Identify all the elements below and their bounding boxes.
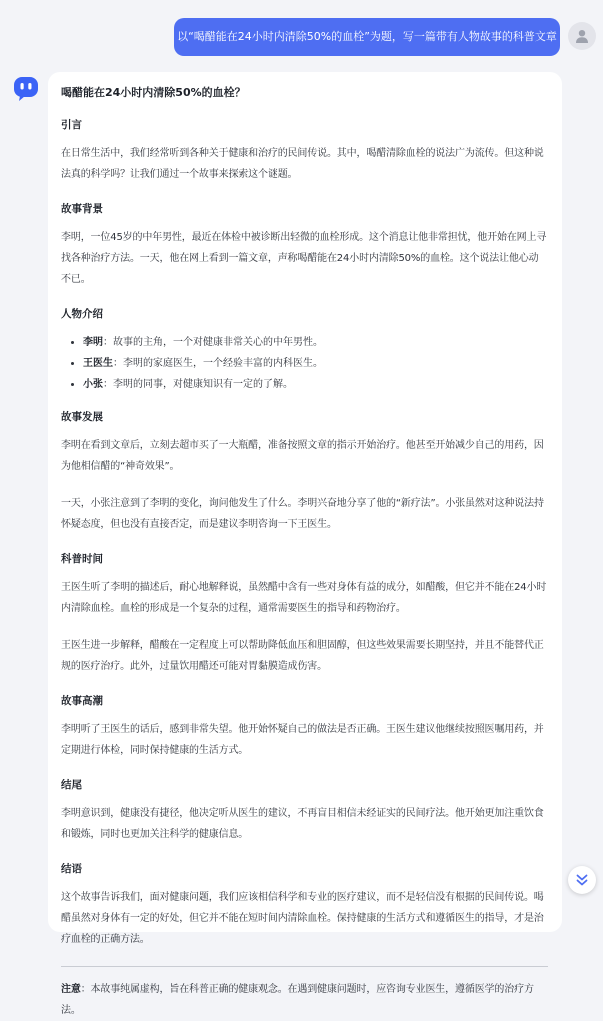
section-heading-background: 故事背景 (61, 203, 103, 215)
answer-card (48, 72, 562, 1016)
double-chevron-down-icon (575, 873, 589, 887)
bot-avatar (12, 74, 40, 102)
section-heading-development: 故事发展 (61, 411, 103, 423)
development-paragraph-2: 一天，小张注意到了李明的变化，询问他发生了什么。李明兴奋地分享了他的“新疗法”。小张虽然对这种说法持怀疑态度，但也没有直接否定，而是建议李明咨询一下王医生。 (61, 498, 544, 530)
conclusion-paragraph: 这个故事告诉我们，面对健康问题，我们应该相信科学和专业的医疗建议，而不是轻信没有根据的民间传说。喝醋虽然对身体有一定的好处，但它并不能在短时间内清除血栓。保持健康的生活方式和遵循医生的指导，才是治疗血栓的正确方法。 (61, 892, 544, 945)
divider (61, 966, 548, 967)
character-list (61, 332, 548, 395)
character-name: 王医生 (83, 358, 113, 369)
section-heading-ending: 结尾 (61, 779, 82, 791)
section-heading-climax: 故事高潮 (61, 695, 103, 707)
character-desc: ：李明的家庭医生，一个经验丰富的内科医生。 (113, 358, 323, 369)
character-item (83, 374, 548, 395)
section-heading-conclusion: 结语 (61, 863, 82, 875)
background-paragraph: 李明，一位45岁的中年男性，最近在体检中被诊断出轻微的血栓形成。这个消息让他非常担忧，他开始在网上寻找各种治疗方法。一天，他在网上看到一篇文章，声称喝醋能在24小时内清除50%的血栓。这个说法让他心动不已。 (61, 232, 547, 285)
science-paragraph-2: 王医生进一步解释，醋酸在一定程度上可以帮助降低血压和胆固醇，但这些效果需要长期坚持，并且不能替代正规的医疗治疗。此外，过量饮用醋还可能对胃黏膜造成伤害。 (61, 640, 544, 672)
disclaimer-note (61, 979, 548, 1021)
character-name: 李明 (83, 337, 103, 348)
robot-face-icon (12, 74, 40, 102)
section-heading-characters: 人物介绍 (61, 308, 103, 320)
development-paragraph-1: 李明在看到文章后，立刻去超市买了一大瓶醋，准备按照文章的指示开始治疗。他甚至开始减少自己的用药，因为他相信醋的“神奇效果”。 (61, 440, 544, 472)
character-item (83, 332, 548, 353)
user-message-bubble: 以“喝醋能在24小时内清除50%的血栓”为题，写一篇带有人物故事的科普文章 (174, 18, 560, 56)
science-paragraph-1: 王医生听了李明的描述后，耐心地解释说，虽然醋中含有一些对身体有益的成分，如醋酸，但它并不能在24小时内清除血栓。血栓的形成是一个复杂的过程，通常需要医生的指导和药物治疗。 (61, 582, 547, 614)
scroll-to-bottom-button[interactable] (568, 866, 596, 894)
intro-paragraph: 在日常生活中，我们经常听到各种关于健康和治疗的民间传说。其中，喝醋清除血栓的说法广为流传。但这种说法真的科学吗？让我们通过一个故事来探索这个谜题。 (61, 148, 544, 180)
section-heading-intro: 引言 (61, 119, 82, 131)
article-title: 喝醋能在24小时内清除50%的血栓？ (61, 86, 246, 99)
section-heading-science: 科普时间 (61, 553, 103, 565)
user-silhouette-icon (574, 28, 590, 44)
character-desc: ：故事的主角，一个对健康非常关心的中年男性。 (103, 337, 323, 348)
ending-paragraph: 李明意识到，健康没有捷径，他决定听从医生的建议，不再盲目相信未经证实的民间疗法。他开始更加注重饮食和锻炼，同时也更加关注科学的健康信息。 (61, 808, 544, 840)
character-item (83, 353, 548, 374)
climax-paragraph: 李明听了王医生的话后，感到非常失望。他开始怀疑自己的做法是否正确。王医生建议他继续按照医嘱用药，并定期进行体检，同时保持健康的生活方式。 (61, 724, 544, 756)
note-label: 注意 (61, 984, 81, 995)
note-text: ：本故事纯属虚构，旨在科普正确的健康观念。在遇到健康问题时，应咨询专业医生，遵循医学的治疗方法。 (61, 984, 534, 1016)
character-desc: ：李明的同事，对健康知识有一定的了解。 (103, 379, 293, 390)
user-message-row (0, 18, 603, 58)
character-name: 小张 (83, 379, 103, 390)
user-avatar[interactable] (568, 22, 596, 50)
